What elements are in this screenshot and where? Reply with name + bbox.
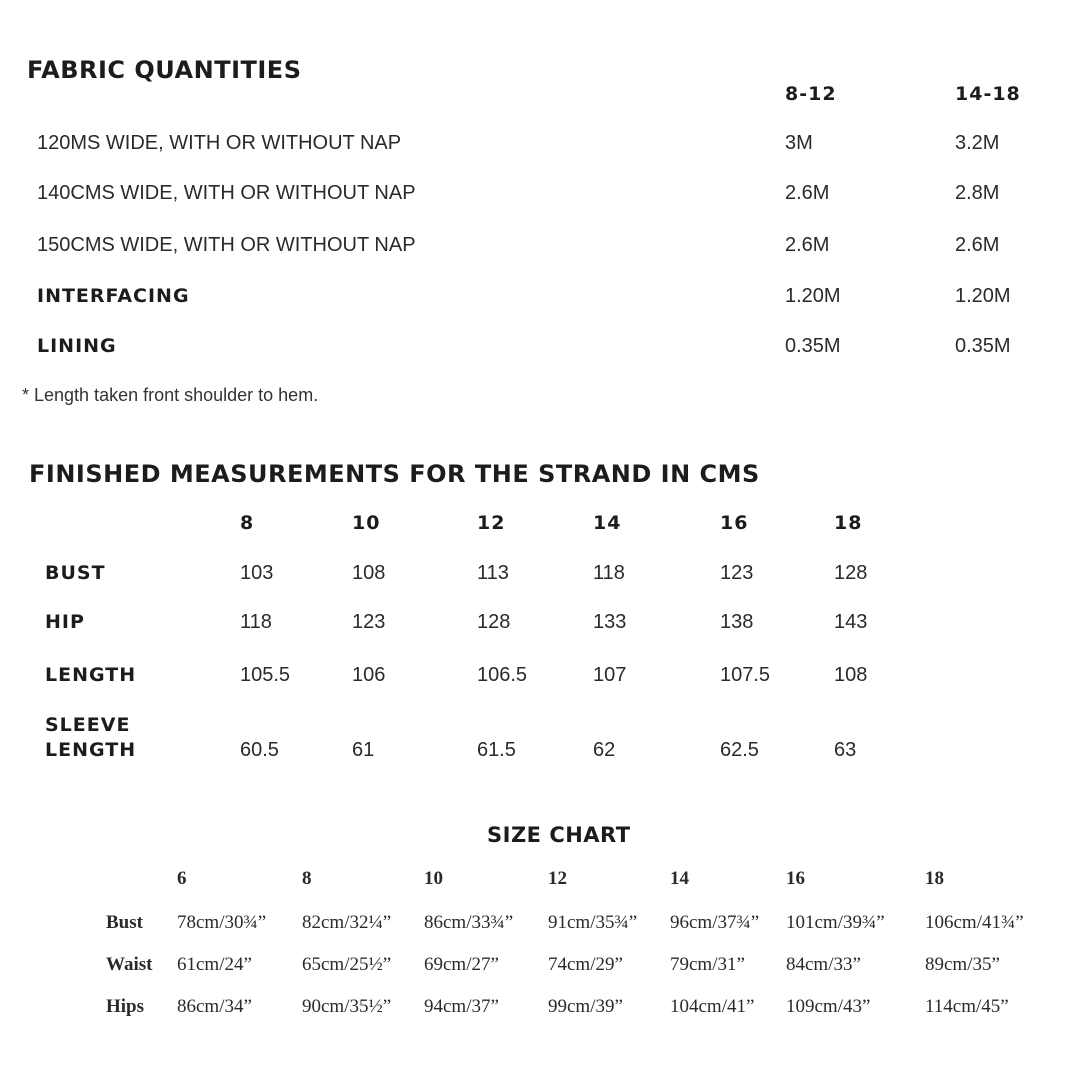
finished-value: 143 xyxy=(834,611,868,633)
size-chart-size-header: 8 xyxy=(302,868,312,889)
size-chart-title: SIZE CHART xyxy=(487,823,631,847)
finished-value: 123 xyxy=(720,562,754,584)
size-chart-size-header: 12 xyxy=(548,868,567,889)
fabric-row-value: 2.6M xyxy=(955,234,1000,256)
finished-value: 118 xyxy=(240,611,272,633)
finished-measurements-title: FINISHED MEASUREMENTS FOR THE STRAND IN CMS xyxy=(29,460,760,488)
size-chart-value: 90cm/35½” xyxy=(302,996,392,1017)
fabric-col-header-14-18: 14-18 xyxy=(955,83,1021,105)
fabric-row-label-interfacing: INTERFACING xyxy=(37,285,190,307)
fabric-col-header-8-12: 8-12 xyxy=(785,83,837,105)
finished-row-label-length: LENGTH xyxy=(45,664,137,686)
size-chart-value: 104cm/41” xyxy=(670,996,755,1017)
finished-value: 107 xyxy=(593,664,627,686)
size-chart-size-header: 10 xyxy=(424,868,443,889)
fabric-quantities-title: FABRIC QUANTITIES xyxy=(27,56,302,84)
size-chart-value: 78cm/30¾” xyxy=(177,912,267,933)
size-chart-value: 99cm/39” xyxy=(548,996,623,1017)
finished-value: 106.5 xyxy=(477,664,528,686)
size-chart-size-header: 18 xyxy=(925,868,944,889)
fabric-row-value: 3.2M xyxy=(955,132,1000,154)
fabric-row-label: 120MS WIDE, WITH OR WITHOUT NAP xyxy=(37,132,402,154)
size-chart-value: 96cm/37¾” xyxy=(670,912,760,933)
finished-value: 60.5 xyxy=(240,739,279,761)
finished-size-header: 12 xyxy=(477,512,506,534)
fabric-row-value: 1.20M xyxy=(955,285,1011,307)
size-chart-value: 84cm/33” xyxy=(786,954,861,975)
fabric-row-value: 0.35M xyxy=(785,335,841,357)
finished-size-header: 18 xyxy=(834,512,863,534)
fabric-row-label: 140CMS WIDE, WITH OR WITHOUT NAP xyxy=(37,182,416,204)
size-chart-value: 65cm/25½” xyxy=(302,954,392,975)
fabric-row-value: 2.6M xyxy=(785,234,830,256)
finished-value: 123 xyxy=(352,611,386,633)
size-chart-value: 94cm/37” xyxy=(424,996,499,1017)
finished-value: 128 xyxy=(834,562,868,584)
length-footnote: * Length taken front shoulder to hem. xyxy=(22,385,319,405)
finished-row-label-bust: BUST xyxy=(45,562,106,584)
size-chart-value: 82cm/32¼” xyxy=(302,912,392,933)
finished-size-header: 8 xyxy=(240,512,255,534)
finished-value: 62.5 xyxy=(720,739,759,761)
finished-value: 103 xyxy=(240,562,274,584)
fabric-row-label-lining: LINING xyxy=(37,335,117,357)
size-chart-value: 114cm/45” xyxy=(925,996,1009,1017)
size-chart-row-label-bust: Bust xyxy=(106,912,143,933)
finished-size-header: 10 xyxy=(352,512,381,534)
finished-row-label-sleeve: SLEEVE xyxy=(45,714,131,736)
finished-value: 107.5 xyxy=(720,664,771,686)
size-chart-value: 69cm/27” xyxy=(424,954,499,975)
finished-value: 118 xyxy=(593,562,625,584)
size-chart-value: 109cm/43” xyxy=(786,996,871,1017)
size-chart-value: 74cm/29” xyxy=(548,954,623,975)
size-chart-value: 89cm/35” xyxy=(925,954,1000,975)
size-chart-row-label-hips: Hips xyxy=(106,996,145,1017)
size-chart-value: 86cm/34” xyxy=(177,996,252,1017)
fabric-row-value: 2.6M xyxy=(785,182,830,204)
size-chart-value: 91cm/35¾” xyxy=(548,912,638,933)
fabric-row-label: 150CMS WIDE, WITH OR WITHOUT NAP xyxy=(37,234,416,256)
fabric-row-value: 1.20M xyxy=(785,285,841,307)
finished-value: 106 xyxy=(352,664,386,686)
finished-size-header: 14 xyxy=(593,512,622,534)
fabric-row-value: 0.35M xyxy=(955,335,1011,357)
finished-value: 62 xyxy=(593,739,616,761)
finished-value: 128 xyxy=(477,611,511,633)
fabric-row-value: 3M xyxy=(785,132,813,154)
finished-value: 138 xyxy=(720,611,754,633)
finished-size-header: 16 xyxy=(720,512,749,534)
finished-value: 61.5 xyxy=(477,739,516,761)
finished-row-label-sleeve-length: LENGTH xyxy=(45,739,137,761)
finished-value: 108 xyxy=(352,562,386,584)
finished-value: 61 xyxy=(352,739,375,761)
size-chart-row-label-waist: Waist xyxy=(106,954,153,975)
finished-row-label-hip: HIP xyxy=(45,611,85,633)
finished-value: 105.5 xyxy=(240,664,291,686)
fabric-row-value: 2.8M xyxy=(955,182,1000,204)
finished-value: 133 xyxy=(593,611,627,633)
size-chart-value: 79cm/31” xyxy=(670,954,745,975)
finished-value: 108 xyxy=(834,664,868,686)
size-chart-value: 106cm/41¾” xyxy=(925,912,1024,933)
size-chart-value: 61cm/24” xyxy=(177,954,252,975)
size-chart-value: 86cm/33¾” xyxy=(424,912,514,933)
size-chart-size-header: 14 xyxy=(670,868,689,889)
finished-value: 63 xyxy=(834,739,857,761)
size-chart-size-header: 6 xyxy=(177,868,187,889)
size-chart-size-header: 16 xyxy=(786,868,805,889)
size-chart-value: 101cm/39¾” xyxy=(786,912,885,933)
finished-value: 113 xyxy=(477,562,509,584)
